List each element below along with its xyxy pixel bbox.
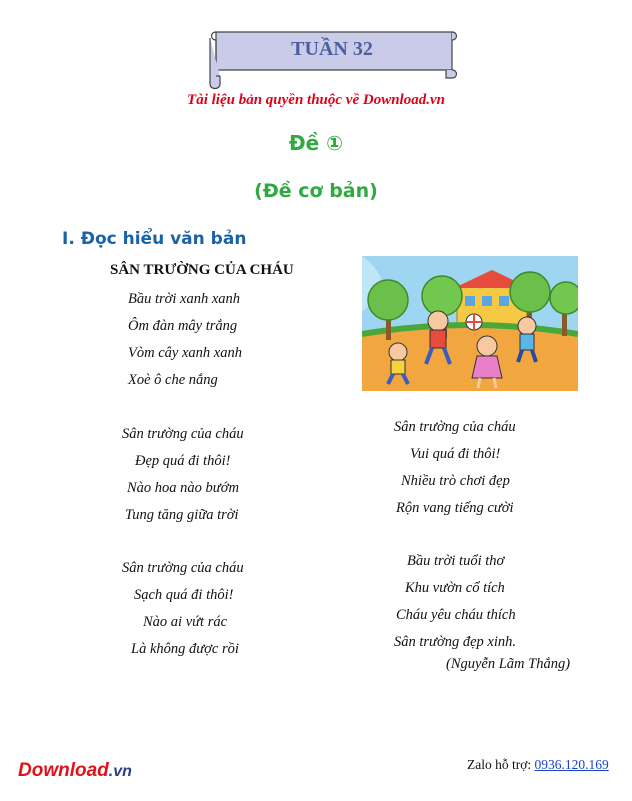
poem-line: Vòm cây xanh xanh bbox=[128, 345, 242, 361]
poem-line: Sân trường của cháu bbox=[122, 426, 244, 442]
poem-line: Tung tăng giữa trời bbox=[125, 507, 239, 523]
poem-stanza bbox=[394, 548, 594, 656]
poem-line: Rộn vang tiếng cười bbox=[396, 500, 514, 516]
copyright-notice: Tài liệu bản quyền thuộc về Download.vn bbox=[187, 92, 445, 108]
poem-line: Ôm đàn mây trắng bbox=[128, 318, 238, 334]
exam-subtitle: (Đề cơ bản) bbox=[254, 180, 378, 202]
zalo-label: Zalo hỗ trợ: bbox=[467, 757, 535, 772]
title-banner bbox=[206, 28, 458, 92]
poem-stanza bbox=[122, 421, 322, 529]
exam-title: Đề ① bbox=[288, 131, 344, 155]
poem-line: Vui quá đi thôi! bbox=[410, 446, 501, 462]
poem-line: Đẹp quá đi thôi! bbox=[135, 453, 231, 469]
poem-title: SÂN TRƯỜNG CỦA CHÁU bbox=[110, 262, 294, 278]
logo-brand: Download bbox=[18, 760, 109, 781]
download-logo[interactable] bbox=[18, 760, 132, 782]
poem-line: Là không được rồi bbox=[131, 641, 239, 657]
poem-line: Sạch quá đi thôi! bbox=[134, 587, 234, 603]
children-playing-illustration-icon bbox=[362, 256, 578, 391]
poem-line: Khu vườn cổ tích bbox=[405, 580, 505, 596]
poem-stanza bbox=[128, 286, 328, 394]
zalo-phone-link[interactable]: 0936.120.169 bbox=[534, 757, 609, 772]
poem-author: (Nguyễn Lãm Thắng) bbox=[446, 656, 571, 672]
week-title: TUẦN 32 bbox=[291, 38, 373, 60]
section-title: I. Đọc hiểu văn bản bbox=[62, 229, 247, 249]
poem-line: Bầu trời xanh xanh bbox=[128, 291, 241, 307]
poem-stanza bbox=[394, 414, 594, 522]
logo-tld: .vn bbox=[108, 763, 132, 780]
poem-line: Xoè ô che nắng bbox=[128, 372, 218, 388]
poem-line: Sân trường của cháu bbox=[394, 419, 516, 435]
poem-line: Cháu yêu cháu thích bbox=[396, 607, 516, 623]
poem-line: Sân trường đẹp xinh. bbox=[394, 634, 516, 650]
poem-stanza bbox=[122, 555, 322, 663]
poem-line: Sân trường của cháu bbox=[122, 560, 244, 576]
poem-line: Nhiều trò chơi đẹp bbox=[401, 473, 510, 489]
zalo-support bbox=[467, 757, 609, 773]
poem-line: Nào ai vứt rác bbox=[143, 614, 228, 630]
poem-line: Bầu trời tuổi thơ bbox=[407, 553, 505, 569]
poem-line: Nào hoa nào bướm bbox=[127, 480, 239, 496]
